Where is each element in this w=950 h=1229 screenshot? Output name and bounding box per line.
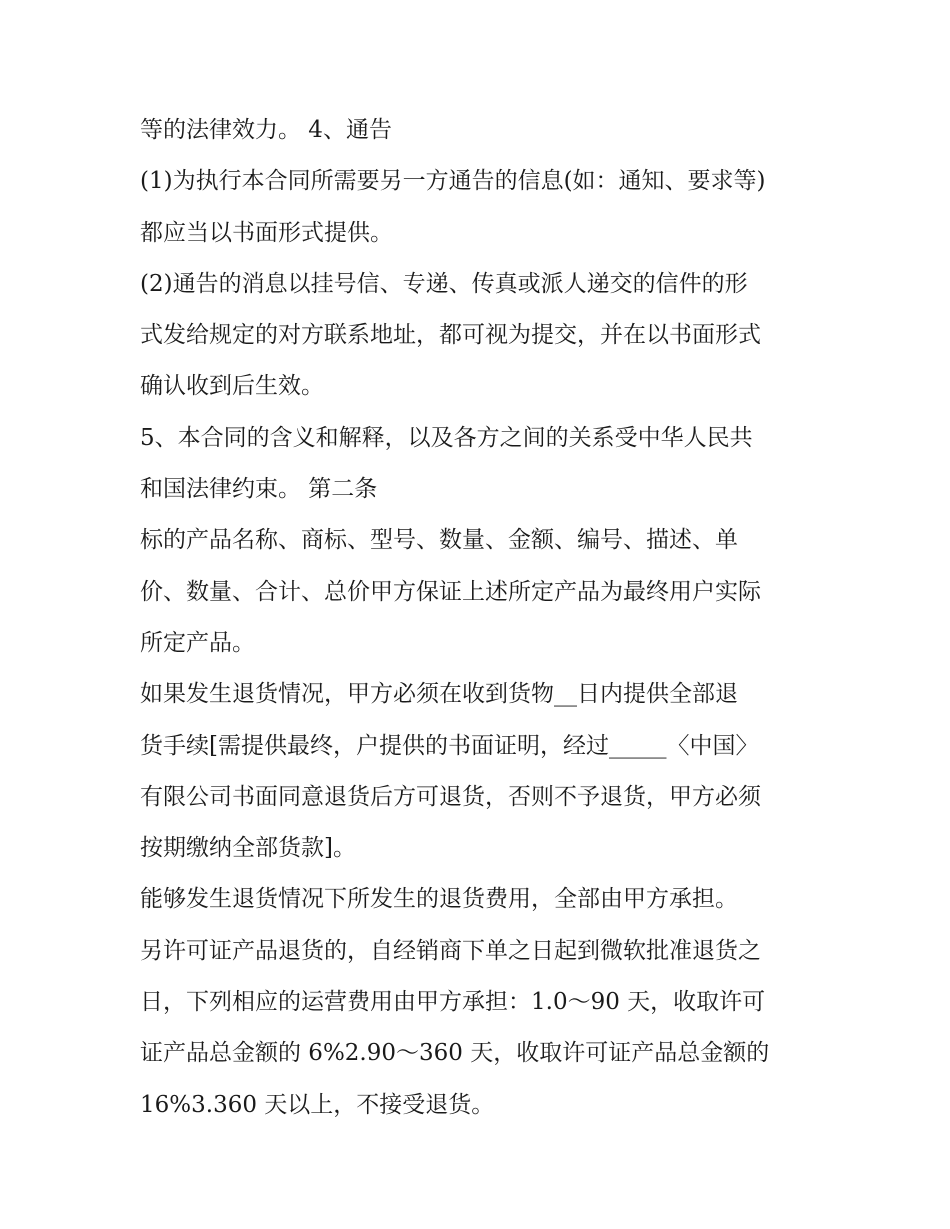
text-line: (1)为执行本合同所需要另一方通告的信息(如：通知、要求等)	[140, 168, 766, 195]
text-line: 等的法律效力。 4、通告	[140, 117, 392, 143]
document-body	[140, 108, 830, 1134]
text-line: 证产品总金额的 6%2.90～360 天，收取许可证产品总金额的	[140, 1040, 770, 1067]
text-line: 按期缴纳全部货款]。	[140, 835, 356, 862]
text-line: 式发给规定的对方联系地址，都可视为提交，并在以书面形式	[140, 322, 761, 349]
text-line: (2)通告的消息以挂号信、专递、传真或派人递交的信件的形	[140, 270, 748, 297]
text-line: 日，下列相应的运营费用由甲方承担：1.0～90 天，收取许可	[140, 989, 766, 1016]
text-line: 能够发生退货情况下所发生的退货费用，全部由甲方承担。	[140, 886, 738, 913]
text-line: 5、本合同的含义和解释，以及各方之间的关系受中华人民共	[140, 424, 753, 451]
text-line: 16%3.360 天以上，不接受退货。	[140, 1091, 495, 1118]
text-line: 和国法律约束。 第二条	[140, 476, 378, 503]
text-line: 都应当以书面形式提供。	[140, 219, 393, 246]
text-line: 所定产品。	[140, 629, 255, 656]
text-line: 标的产品名称、商标、型号、数量、金额、编号、描述、单	[140, 527, 738, 554]
text-line: 另许可证产品退货的，自经销商下单之日起到微软批准退货之	[140, 937, 761, 964]
text-line: 货手续[需提供最终，户提供的书面证明，经过_____〈中国〉	[140, 732, 759, 759]
text-line: 确认收到后生效。	[140, 373, 324, 400]
text-line: 价、数量、合计、总价甲方保证上述所定产品为最终用户实际	[140, 578, 761, 605]
text-line: 有限公司书面同意退货后方可退货，否则不予退货，甲方必须	[140, 783, 761, 810]
text-line: 如果发生退货情况，甲方必须在收到货物__日内提供全部退	[140, 681, 738, 708]
